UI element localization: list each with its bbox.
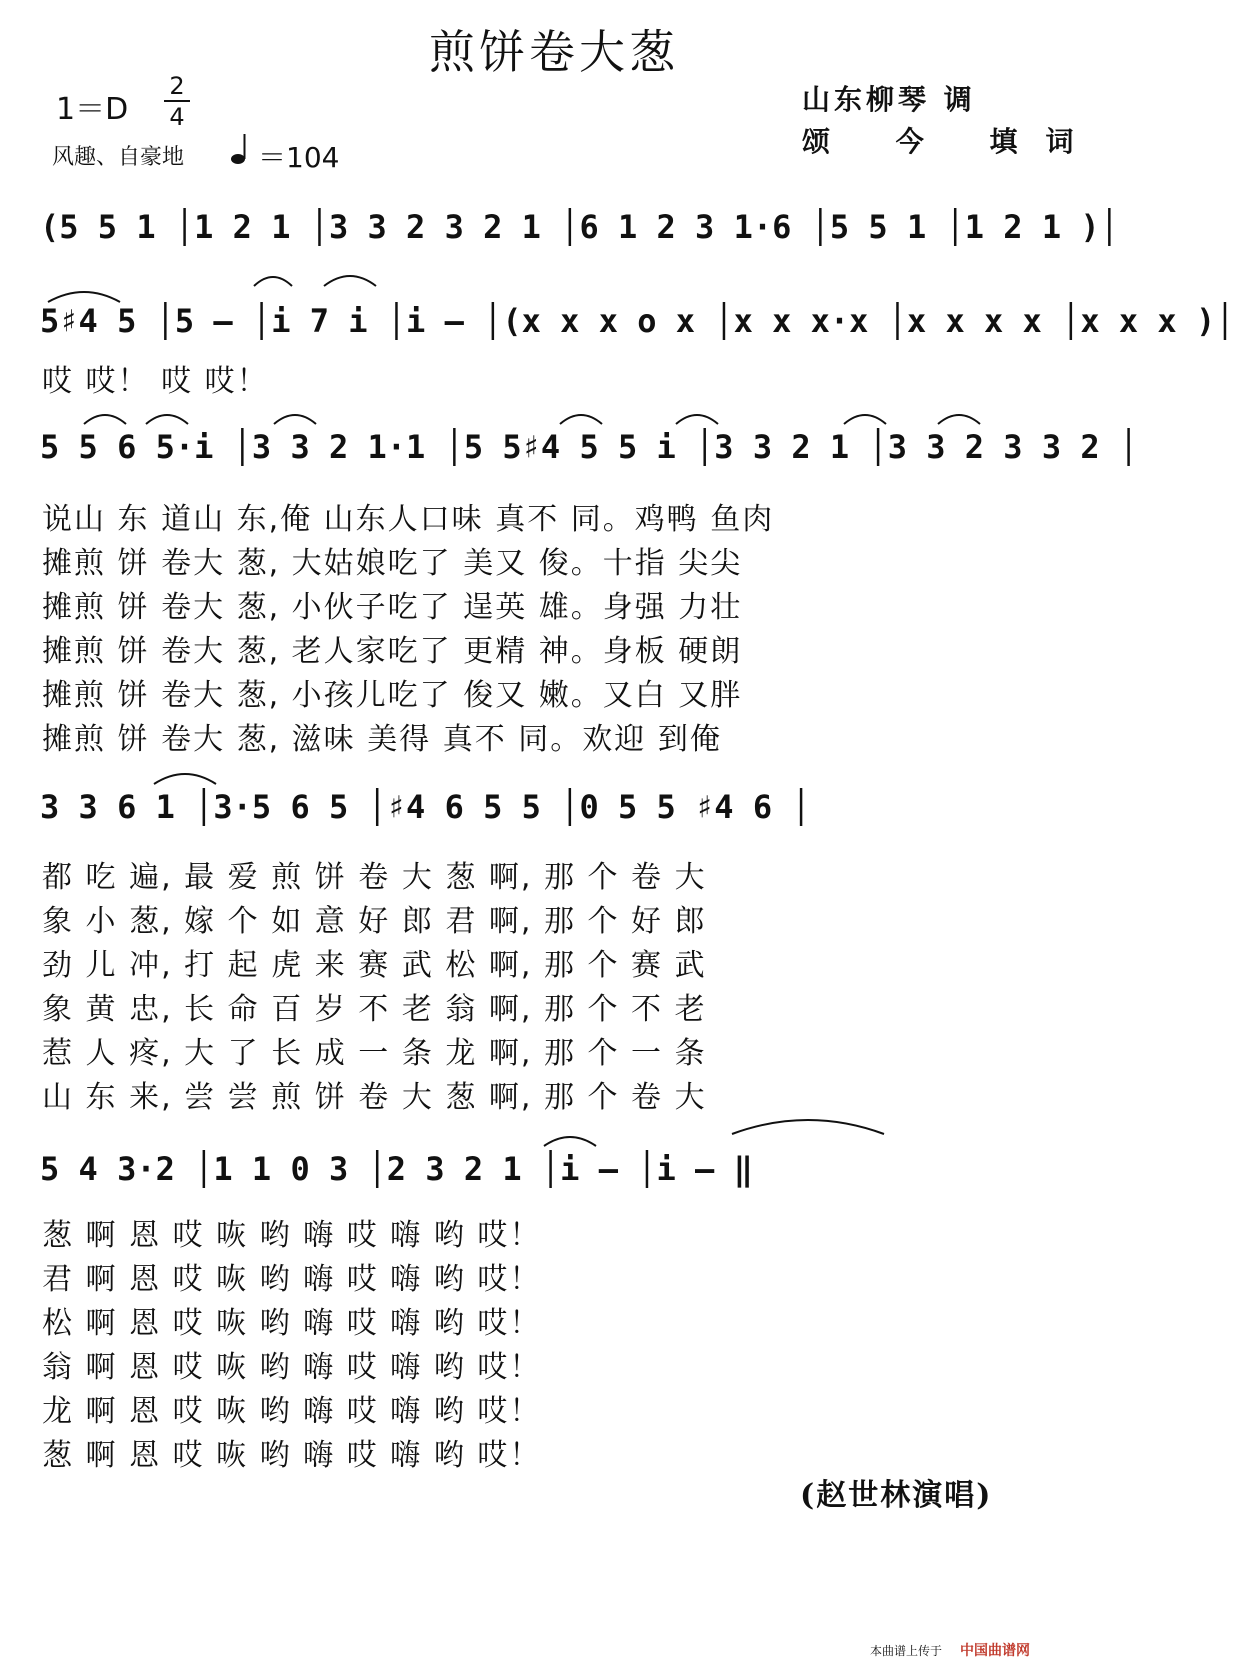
slur bbox=[728, 1110, 888, 1138]
score-line-3: 5 5 6 5·i │3 3 2 1·1 │5 5♯4 5 5 i │3 3 2 1 │3 3 2 3 3 2 │ bbox=[40, 428, 1139, 466]
tempo-marking: ＝104 bbox=[258, 141, 340, 174]
score-line-5: 5 4 3·2 │1 1 0 3 │2 3 2 1 │i – │i – ‖ bbox=[40, 1150, 753, 1188]
time-signature-top: 2 bbox=[169, 72, 185, 100]
lyrics-line-3-verse-3: 摊煎 饼 卷大 葱, 小伙子吃了 逞英 雄。身强 力壮 bbox=[42, 590, 743, 625]
slur bbox=[540, 1126, 600, 1150]
lyrics-line-4-verse-1: 都 吃 遍, 最 爱 煎 饼 卷 大 葱 啊, 那 个 卷 大 bbox=[42, 860, 707, 895]
lyrics-line-3-verse-6: 摊煎 饼 卷大 葱, 滋味 美得 真不 同。欢迎 到俺 bbox=[42, 722, 722, 757]
lyrics-line-5-verse-2: 君 啊 恩 哎 咴 哟 嗨 哎 嗨 哟 哎！ bbox=[42, 1262, 542, 1297]
footer-upload-text: 本曲谱上传于 bbox=[870, 1644, 943, 1658]
lyrics-line-5-verse-4: 翁 啊 恩 哎 咴 哟 嗨 哎 嗨 哟 哎！ bbox=[42, 1350, 542, 1385]
key-signature: 1＝D bbox=[56, 92, 129, 127]
score-line-1: (5 5 1 │1 2 1 │3 3 2 3 2 1 │6 1 2 3 1·6 │5 5 1 │1 2 1 )│ bbox=[40, 208, 1119, 246]
lyrics-line-3-verse-4: 摊煎 饼 卷大 葱, 老人家吃了 更精 神。身板 硬朗 bbox=[42, 634, 743, 669]
lyrics-line-2: 哎 哎！ 哎 哎！ bbox=[42, 364, 269, 399]
page-title: 煎饼卷大葱 bbox=[429, 25, 679, 79]
lyrics-line-5-verse-6: 葱 啊 恩 哎 咴 哟 嗨 哎 嗨 哟 哎！ bbox=[42, 1438, 542, 1473]
lyrics-line-3-verse-1: 说山 东 道山 东,俺 山东人口味 真不 同。鸡鸭 鱼肉 bbox=[42, 502, 775, 537]
footer-site-logo[interactable]: 中国曲谱网 bbox=[960, 1643, 1030, 1659]
lyrics-line-5-verse-5: 龙 啊 恩 哎 咴 哟 嗨 哎 嗨 哟 哎！ bbox=[42, 1394, 542, 1429]
slur bbox=[44, 282, 124, 306]
slur bbox=[320, 266, 380, 290]
slur bbox=[80, 404, 130, 428]
credit-lyrics: 颂 今 填词 bbox=[802, 125, 1102, 158]
slur bbox=[934, 404, 984, 428]
lyrics-line-4-verse-2: 象 小 葱, 嫁 个 如 意 好 郎 君 啊, 那 个 好 郎 bbox=[42, 904, 707, 939]
credit-melody: 山东柳琴 调 bbox=[802, 83, 976, 116]
lyrics-line-3-verse-2: 摊煎 饼 卷大 葱, 大姑娘吃了 美又 俊。十指 尖尖 bbox=[42, 546, 743, 581]
lyrics-line-5-verse-1: 葱 啊 恩 哎 咴 哟 嗨 哎 嗨 哟 哎！ bbox=[42, 1218, 542, 1253]
score-line-4: 3 3 6 1 │3·5 6 5 │♯4 6 5 5 │0 5 5 ♯4 6 │ bbox=[40, 788, 811, 826]
slur bbox=[270, 404, 320, 428]
slur bbox=[556, 404, 606, 428]
lyrics-line-4-verse-6: 山 东 来, 尝 尝 煎 饼 卷 大 葱 啊, 那 个 卷 大 bbox=[42, 1080, 707, 1115]
expression-marking: 风趣、自豪地 bbox=[52, 145, 185, 170]
slur bbox=[150, 764, 220, 788]
score-line-2: 5♯4 5 │5 – │i 7 i │i – │(x x x o x │x x x·x │x x x x │x x x )│ bbox=[40, 302, 1234, 340]
time-signature-bar bbox=[164, 100, 190, 102]
lyrics-line-4-verse-5: 惹 人 疼, 大 了 长 成 一 条 龙 啊, 那 个 一 条 bbox=[42, 1036, 707, 1071]
lyrics-line-5-verse-3: 松 啊 恩 哎 咴 哟 嗨 哎 嗨 哟 哎！ bbox=[42, 1306, 542, 1341]
slur bbox=[840, 404, 890, 428]
lyrics-line-3-verse-5: 摊煎 饼 卷大 葱, 小孩儿吃了 俊又 嫩。又白 又胖 bbox=[42, 678, 743, 713]
slur bbox=[142, 404, 192, 428]
performer-credit: (赵世林演唱) bbox=[800, 1478, 993, 1513]
lyrics-line-4-verse-4: 象 黄 忠, 长 命 百 岁 不 老 翁 啊, 那 个 不 老 bbox=[42, 992, 707, 1027]
time-signature-bottom: 4 bbox=[169, 103, 185, 131]
slur bbox=[672, 404, 722, 428]
lyrics-line-4-verse-3: 劲 儿 冲, 打 起 虎 来 赛 武 松 啊, 那 个 赛 武 bbox=[42, 948, 707, 983]
slur bbox=[250, 266, 296, 290]
quarter-note-icon bbox=[230, 132, 252, 166]
